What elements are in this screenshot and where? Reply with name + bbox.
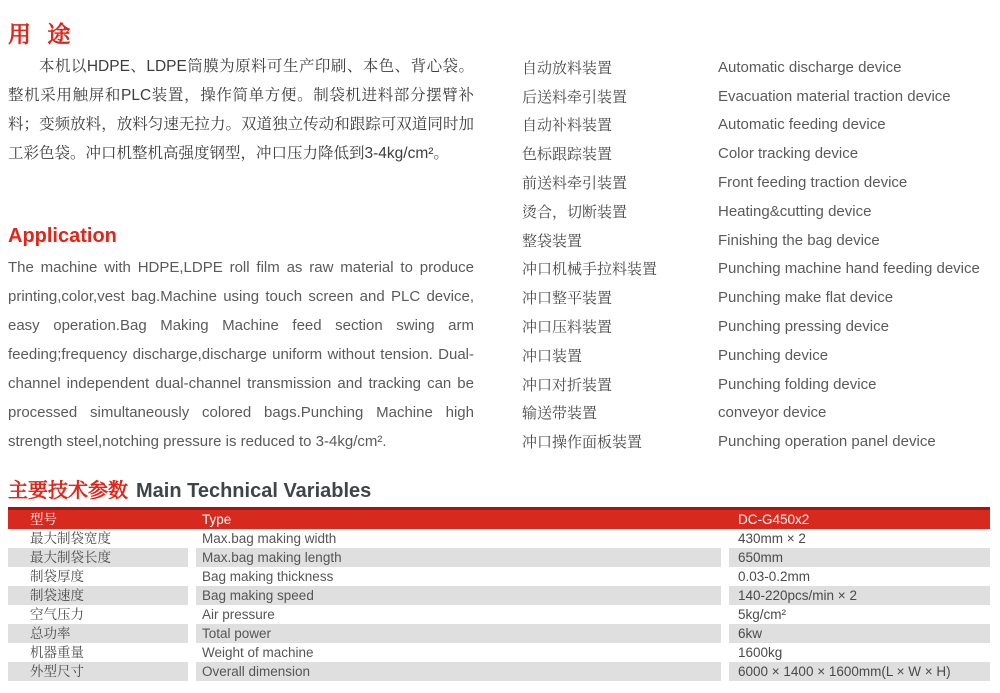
spec-name-english: Weight of machine [196,643,721,662]
device-name-english: conveyor device [718,404,827,422]
spec-name-chinese: 制袋厚度 [8,567,188,586]
spec-value: 6kw [729,624,990,643]
table-row [8,529,990,548]
device-list-item [522,312,992,341]
table-row [8,662,990,681]
specs-table-header-row [8,507,990,529]
header-model-number: DC-G450x2 [729,510,990,529]
device-name-english: Heating&cutting device [718,202,872,220]
device-name-chinese: 自动放料装置 [522,59,613,77]
device-name-chinese: 冲口操作面板装置 [522,434,643,452]
device-name-english: Automatic discharge device [718,58,902,76]
device-list [522,53,992,456]
device-name-english: Punching device [718,346,829,364]
specs-title-chinese: 主要技术参数 [8,480,128,502]
device-list-item [522,168,992,197]
device-name-chinese: 冲口机械手拉料装置 [522,261,658,279]
device-name-english: Front feeding traction device [718,174,908,192]
device-list-item [522,427,992,456]
device-name-english: Evacuation material traction device [718,87,951,105]
specs-title-english: Main Technical Variables [136,480,372,502]
spec-name-chinese: 机器重量 [8,643,188,662]
spec-value: 1600kg [729,643,990,662]
spec-name-chinese: 外型尺寸 [8,662,188,681]
usage-paragraph-chinese: 本机以HDPE、LDPE筒膜为原料可生产印刷、本色、背心袋。整机采用触屏和PLC装置，操作简单方便。制袋机进料部分摆臂补料；变频放料，放料匀速无拉力。双道独立传动和跟踪可双道同时加工彩色袋。冲口机整机高强度钢型，冲口压力降低到3-4kg/cm²。 [8,58,474,162]
spec-name-english: Total power [196,624,721,643]
device-name-english: Automatic feeding device [718,116,886,134]
spec-value: 430mm × 2 [729,529,990,548]
device-name-chinese: 自动补料装置 [522,117,613,135]
spec-name-chinese: 制袋速度 [8,586,188,605]
device-name-english: Punching make flat device [718,289,894,307]
device-name-chinese: 后送料牵引装置 [522,88,628,106]
application-paragraph-english: The machine with HDPE,LDPE roll film as raw material to produce printing,color,vest bag.Machine using touch screen and PLC device, easy operation.Bag Making Machine feed section swing arm feeding;frequency discharge,discharge uniform without tension. Dual-channel independent dual-channel transmission and tracking can be processed simultaneously colored bags.Punching Machine high strength steel,notching pressure is reduced to 3-4kg/cm². [8,259,474,450]
spec-name-english: Overall dimension [196,662,721,681]
device-name-chinese: 色标跟踪装置 [522,146,613,164]
device-list-item [522,53,992,82]
header-model-label: 型号 [8,510,188,529]
device-name-english: Punching machine hand feeding device [718,260,980,278]
table-row [8,586,990,605]
spec-name-english: Bag making thickness [196,567,721,586]
device-name-english: Color tracking device [718,145,859,163]
device-list-item [522,399,992,428]
device-name-chinese: 冲口对折装置 [522,376,613,394]
spec-value: 650mm [729,548,990,567]
table-row [8,605,990,624]
device-list-item [522,370,992,399]
specs-table [8,507,990,681]
spec-name-english: Bag making speed [196,586,721,605]
device-list-item [522,341,992,370]
spec-value: 6000 × 1400 × 1600mm(L × W × H) [729,662,990,681]
device-name-english: Punching pressing device [718,318,889,336]
spec-name-english: Max.bag making length [196,548,721,567]
table-row [8,548,990,567]
specs-table-body [8,529,990,681]
spec-name-chinese: 空气压力 [8,605,188,624]
device-list-item [522,283,992,312]
device-name-chinese: 冲口装置 [522,347,583,365]
spec-name-chinese: 总功率 [8,624,188,643]
device-name-english: Punching folding device [718,375,877,393]
table-row [8,643,990,662]
spec-value: 0.03-0.2mm [729,567,990,586]
device-list-item [522,111,992,140]
table-row [8,624,990,643]
device-name-english: Finishing the bag device [718,231,880,249]
device-list-item [522,197,992,226]
table-row [8,567,990,586]
application-section-title: Application [8,225,117,247]
device-list-item [522,226,992,255]
device-name-english: Punching operation panel device [718,433,936,451]
spec-name-english: Max.bag making width [196,529,721,548]
device-name-chinese: 冲口压料装置 [522,319,613,337]
spec-value: 140-220pcs/min × 2 [729,586,990,605]
device-list-item [522,82,992,111]
spec-name-english: Air pressure [196,605,721,624]
spec-value: 5kg/cm² [729,605,990,624]
usage-section-title: 用 途 [8,21,71,47]
device-name-chinese: 输送带装置 [522,405,598,423]
device-name-chinese: 烫合，切断装置 [522,203,628,221]
spec-name-chinese: 最大制袋长度 [8,548,188,567]
header-type-label: Type [196,510,721,529]
device-list-item [522,139,992,168]
spec-name-chinese: 最大制袋宽度 [8,529,188,548]
device-name-chinese: 冲口整平装置 [522,290,613,308]
device-name-chinese: 整袋装置 [522,232,583,250]
device-list-item [522,255,992,284]
specs-section-title [8,474,371,503]
device-name-chinese: 前送料牵引装置 [522,175,628,193]
